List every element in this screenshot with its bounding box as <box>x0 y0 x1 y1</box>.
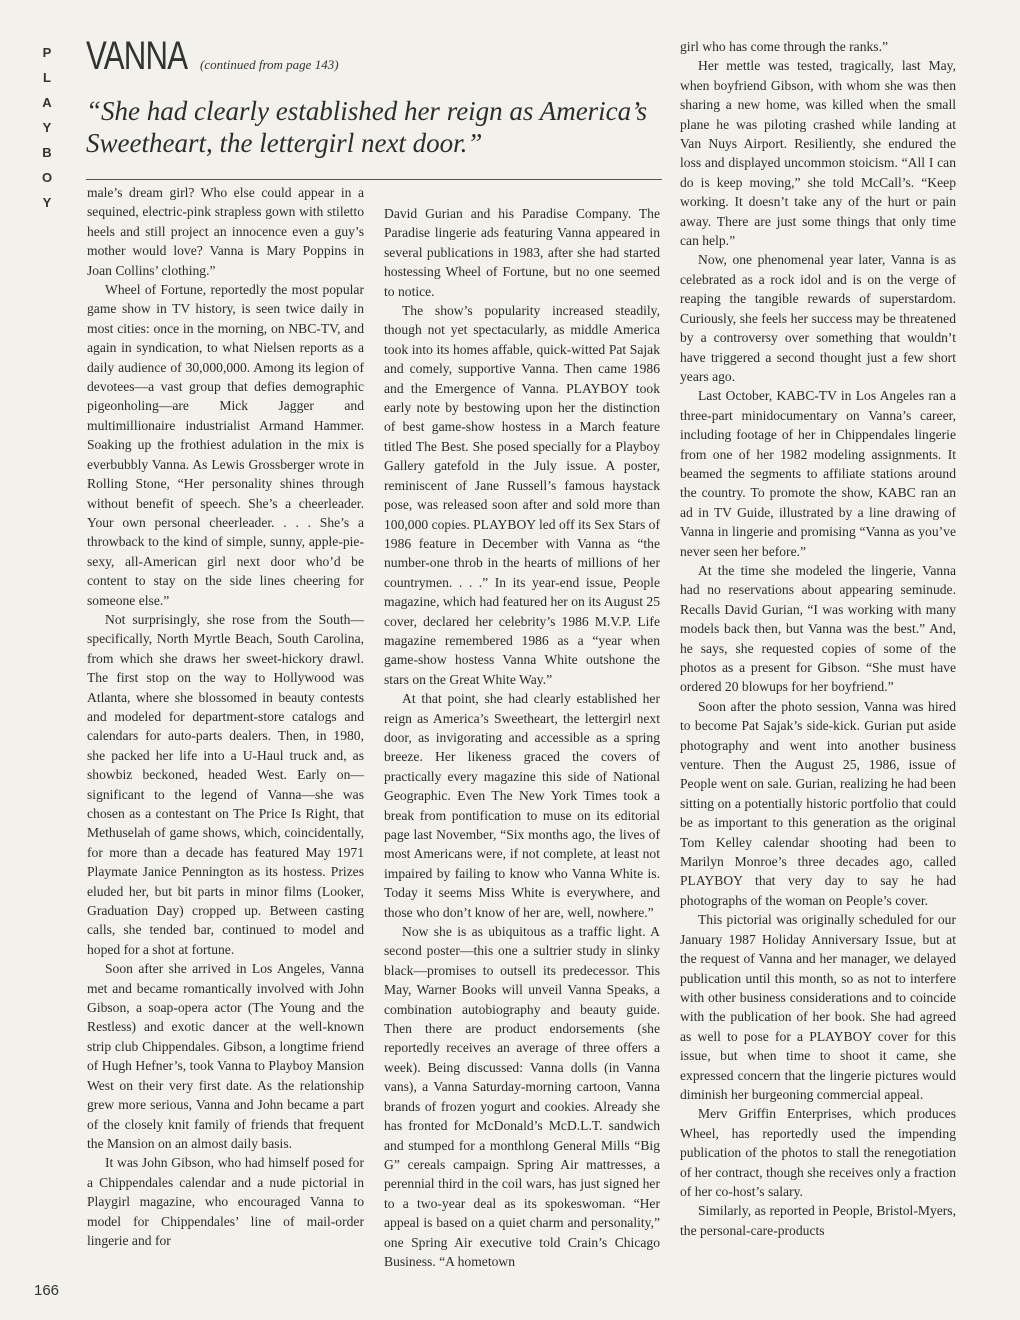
column-2 <box>384 204 660 1271</box>
article-header <box>86 34 662 159</box>
paragraph: Similarly, as reported in People, Bristol-Myers, the personal-care-products <box>680 1203 956 1238</box>
paragraph: Her mettle was tested, tragically, last May, when boyfriend Gibson, with whom she was then sharing a new home, was killed when the small plane he was piloting crashed while landing at Van Nuys Airport. Resiliently, she endured the loss and displayed uncommon stoicism. “All I can do is keep moving,” she told McCall’s. “Keep working. It doesn’t take any of the hurt or pain away. There are just some things that only time can help.” <box>680 58 956 249</box>
paragraph: At the time she modeled the lingerie, Vanna had no reservations about appearing seminude. Recalls David Gurian, “I was working with many models back then, but Vanna was the best.” And, he says, she requested copies of some of the photos as a present for Gibson. “She must have ordered 20 blowups for her boyfriend.” <box>680 562 956 695</box>
paragraph: Not surprisingly, she rose from the South—specifically, North Myrtle Beach, South Carolina, from which she draws her sweet-hickory drawl. The first stop on the way to Hollywood was Atlanta, where she blossomed in beauty contests and modeled for department-store catalogs and calendars for auto-parts dealers. Then, in 1980, she packed her life into a U-Haul truck and, as showbiz beckoned, headed West. Early on—significant to the legend of Vanna—she was chosen as a contestant on The Price Is Right, that Methuselah of game shows, which, coincidentally, for more than a decade has featured May 1971 Playmate Janice Pennington as its hostess. Prizes eluded her, but bit parts in minor films (Looker, Graduation Day) cropped up. Between casting calls, she tended bar, continued to model and hoped for a shot at fortune. <box>87 611 364 957</box>
kicker-row <box>86 34 662 79</box>
paragraph: Wheel of Fortune, reportedly the most popular game show in TV history, is seen twice daily in most cities: once in the morning, on NBC-TV, and again in syndication, to what Nielsen reports as a daily audience of 30,000,000. Among its legion of devotees—a vast group that defies demographic pigeonholing—are Mick Jagger and multimillionaire industrialist Armand Hammer. Soaking up the frothiest adulation in the mix is everbubbly Vanna. As Lewis Grossberger wrote in Rolling Stone, “Her personality shines through without benefit of speech. She’s a cheerleader. Your own personal cheerleader. . . . She’s a throwback to the kind of simple, sunny, apple-pie-sexy, all-American girl next door who’d be content to stay on the side lines cheering for someone else.” <box>87 282 364 608</box>
divider-rule <box>86 179 662 180</box>
paragraph: Merv Griffin Enterprises, which produces Wheel, has reportedly used the impending publication of the photos to stall the renegotiation of her contract, though she receives only a fraction of her co-host’s salary. <box>680 1106 956 1199</box>
article-kicker: VANNA <box>86 34 188 78</box>
paragraph: Soon after she arrived in Los Angeles, Vanna met and became romantically involved with John Gibson, a soap-opera actor (The Young and the Restless) and exotic dancer at the well-known strip club Chippendales. Gibson, a longtime friend of Hugh Hefner’s, took Vanna to Playboy Mansion West on their very first date. As the relationship grew more serious, Vanna and John became a part of the closely knit family of friends that frequent the Mansion on an almost daily basis. <box>87 961 364 1151</box>
column-1 <box>87 183 364 1250</box>
paragraph: Last October, KABC-TV in Los Angeles ran a three-part minidocumentary on Vanna’s career, including footage of her in Chippendales lingerie from one of her 1982 modeling assignments. It beamed the segments to affiliate stations around the country. To promote the show, KABC ran an ad in TV Guide, illustrated by a line drawing of Vanna in lingerie and promising “Vanna as you’ve never seen her before.” <box>680 388 956 559</box>
column-3 <box>680 37 956 1240</box>
paragraph: Soon after the photo session, Vanna was hired to become Pat Sajak’s side-kick. Gurian put aside photography and went into another business venture. Then the August 25, 1986, issue of People went on sale. Gurian, realizing he had been sitting on a potentially historic portfolio that could be as important to this generation as the original Tom Kelley calendar shooting had been to Marilyn Monroe’s three decades ago, called PLAYBOY that very day to say he had photographs of the woman on People’s cover. <box>680 698 956 908</box>
paragraph: girl who has come through the ranks.” <box>680 39 889 54</box>
pull-quote: “She had clearly established her reign as America’s Sweetheart, the lettergirl next door.” <box>86 96 648 158</box>
paragraph: David Gurian and his Paradise Company. The Paradise lingerie ads featuring Vanna appeared in several publications in 1983, after she had started hostessing Wheel of Fortune, but no one seemed to notice. <box>384 206 660 299</box>
continued-note: (continued from page 143) <box>200 57 339 72</box>
paragraph: male’s dream girl? Who else could appear in a sequined, electric-pink strapless gown with stiletto heels and still project an innocence even a guy’s mother would love? Vanna is Mary Poppins in Joan Collins’ clothing.” <box>87 185 364 278</box>
paragraph: It was John Gibson, who had himself posed for a Chippendales calendar and a nude pictorial in Playgirl magazine, who encouraged Vanna to model for Chippendales’ line of mail-order lingerie and for <box>87 1155 364 1248</box>
paragraph: This pictorial was originally scheduled for our January 1987 Holiday Anniversary Issue, but at the request of Vanna and her manager, we delayed publication until this month, so as not to interfere with other business considerations and to coincide with the publication of her book. She had agreed as well to pose for a PLAYBOY cover for this issue, but when time to shoot it came, she expressed concern that the lingerie pictures would diminish her burgeoning commercial appeal. <box>680 912 956 1102</box>
paragraph: The show’s popularity increased steadily, though not yet spectacularly, as middle America took into its homes affable, quick-witted Pat Sajak and comely, supportive Vanna. Then came 1986 and the Emergence of Vanna. PLAYBOY took early note by bestowing upon her the distinction of best game-show hostess in a March feature titled The Best. She posed specially for a Playboy Gallery gatefold in the July issue. A poster, reminiscent of Jane Russell’s famous haystack pose, was released soon after and sold more than 100,000 copies. PLAYBOY led off its Sex Stars of 1986 feature in December with Vanna as “the number-one throb in the hearts of millions of her countrymen. . . .” In its year-end issue, People magazine, which had featured her on its August 25 cover, declared her celebrity’s 1986 M.V.P. Life magazine remembered 1986 as a “year when game-show hostess Vanna White outshone the stars on the Great White Way.” <box>384 303 660 687</box>
magazine-name-vertical: P L A Y B O Y <box>41 45 53 210</box>
paragraph: Now she is as ubiquitous as a traffic light. A second poster—this one a sultrier study in slinky black—promises to outsell its predecessor. This May, Warner Books will unveil Vanna Speaks, a combination autobiography and beauty guide. Then there are product endorsements (she reportedly receives an average of three offers a week). Being discussed: Vanna dolls (in Vanna vans), a Vanna Saturday-morning cartoon, Vanna brands of frozen yogurt and cookies. Already she has fronted for McDonald’s McD.L.T. sandwich and stumped for a monthlong General Mills “Big G” cereals campaign. Spring Air mattresses, a perennial third in the coil wars, has just signed her to a two-year deal as its spokeswoman. “Her appeal is based on a quiet charm and personality,” one Spring Air executive told Crain’s Chicago Business. “A hometown <box>384 924 660 1269</box>
paragraph: Now, one phenomenal year later, Vanna is as celebrated as a rock idol and is on the verge of reaping the tangible rewards of superstardom. Curiously, she feels her success may be threatened by a controversy over something that wouldn’t have triggered a second thought just a few short years ago. <box>680 252 956 384</box>
paragraph: At that point, she had clearly established her reign as America’s Sweetheart, the lettergirl next door, as invigorating and accessible as a spring breeze. Her likeness graced the covers of practically every magazine this side of National Geographic. Even The New York Times took a break from pontification to muse on its editorial page last November, “Six months ago, the lives of most Americans were, if not complete, at least not impaired by failing to know who Vanna White is. Today it seems Miss White is everywhere, and those who don’t know of her are, well, nowhere.” <box>384 691 660 920</box>
page-number: 166 <box>34 1282 60 1299</box>
